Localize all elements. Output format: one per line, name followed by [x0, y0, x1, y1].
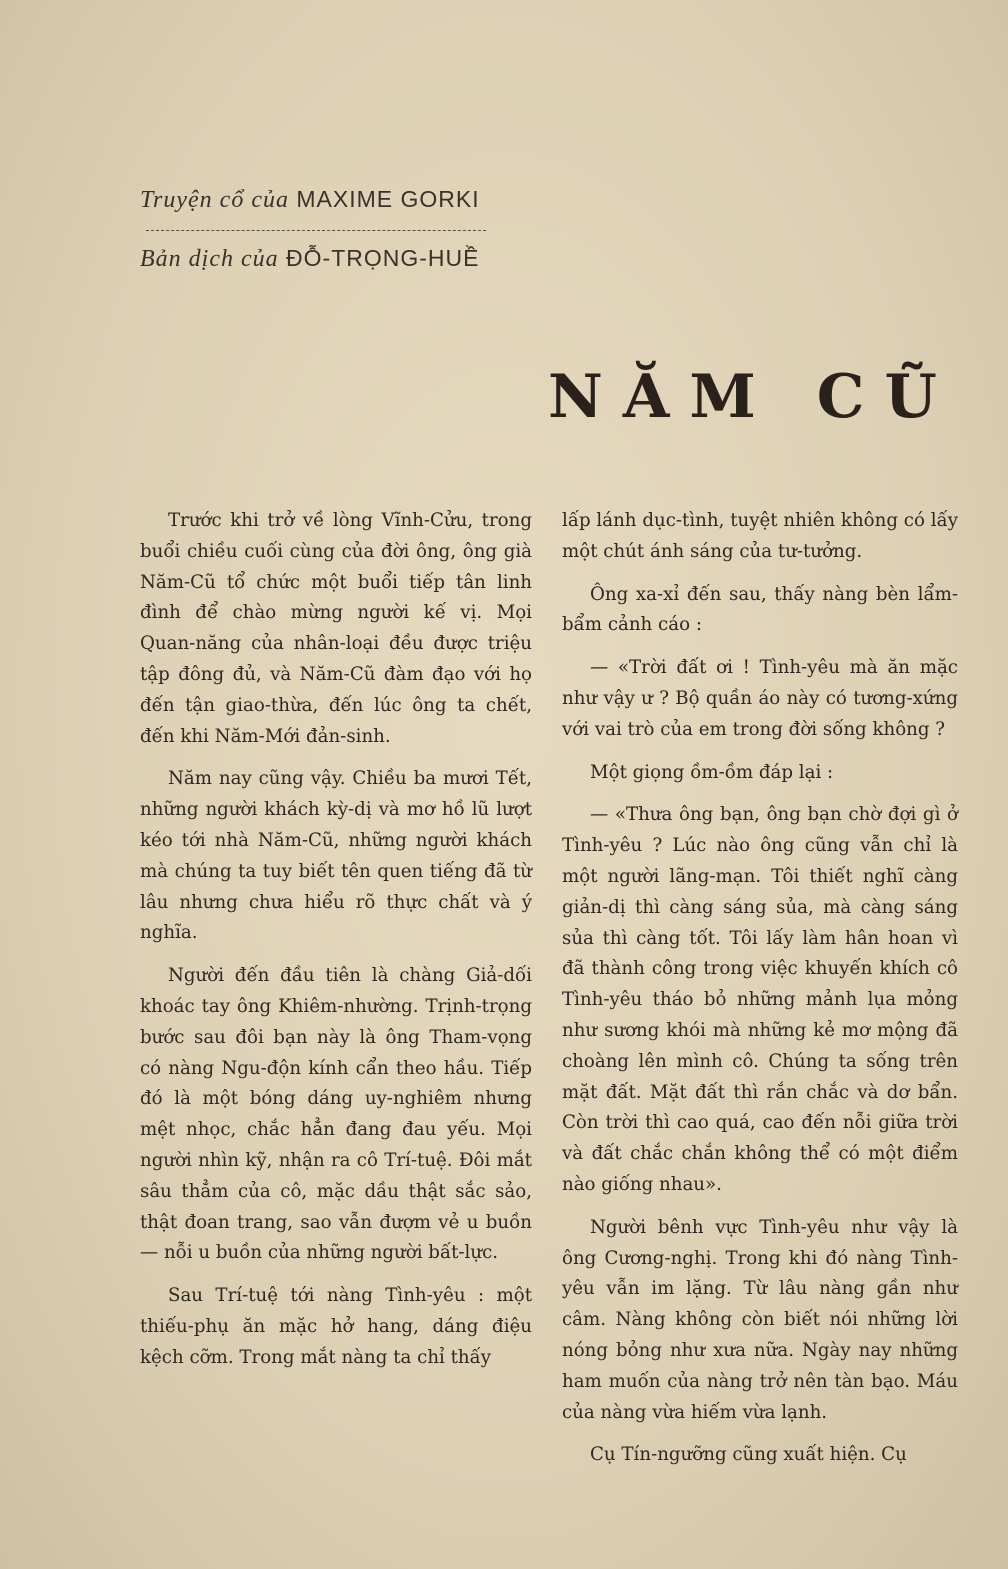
translator-name: ĐỖ-TRỌNG-HUỀ	[286, 245, 480, 271]
paragraph: lấp lánh dục-tình, tuyệt nhiên không có lấy một chút ánh sáng của tư-tưởng.	[562, 510, 958, 562]
paragraph: — «Trời đất ơi ! Tình-yêu mà ăn mặc như vậy ư ? Bộ quần áo này có tương-xứng với vai trò của em trong đời sống không ?	[562, 657, 958, 740]
paragraph: Trước khi trở về lòng Vĩnh-Cửu, trong buổi chiều cuối cùng của đời ông, ông già Năm-Cũ tổ chức một buổi tiếp tân linh đình để chào mừng người kế vị. Mọi Quan-năng của nhân-loại đều được triệu tập đông đủ, và Năm-Cũ đàm đạo với họ đến tận giao-thừa, đến lúc ông ta chết, đến khi Năm-Mới đản-sinh.	[140, 510, 532, 747]
paragraph: Sau Trí-tuệ tới nàng Tình-yêu : một thiếu-phụ ăn mặc hở hang, dáng điệu kệch cỡm. Trong mắt nàng ta chỉ thấy	[140, 1285, 532, 1368]
translator-credit	[140, 245, 479, 273]
author-name: MAXIME GORKI	[296, 186, 480, 212]
right-text-column	[562, 506, 958, 1483]
author-credit	[140, 186, 480, 214]
paragraph: Người bênh vực Tình-yêu như vậy là ông Cương-nghị. Trong khi đó nàng Tình-yêu vẫn im lặng. Từ lâu nàng gần như câm. Nàng không còn biết nói những lời nóng bỏng như xưa nữa. Ngày nay những ham muốn của nàng trở nên tàn bạo. Máu của nàng vừa hiếm vừa lạnh.	[562, 1216, 958, 1423]
credit-divider	[146, 230, 486, 231]
paragraph: Ông xa-xỉ đến sau, thấy nàng bèn lẩm-bẩm cảnh cáo :	[562, 583, 958, 636]
paragraph: Một giọng ồm-ồm đáp lại :	[590, 761, 834, 783]
left-text-column	[140, 506, 532, 1386]
author-credit-prefix: Truyện cổ của	[140, 187, 289, 213]
paragraph: — «Thưa ông bạn, ông bạn chờ đợi gì ở Tình-yêu ? Lúc nào ông cũng vẫn chỉ là một người lãng-mạn. Tôi thiết nghĩ càng giản-dị thì càng sáng sủa, mà càng sáng sủa thì càng tốt. Tôi lấy làm hân hoan vì đã thành công trong việc khuyến khích cô Tình-yêu tháo bỏ những mảnh lụa mỏng như sương khói mà những kẻ mơ mộng đã choàng lên mình cô. Chúng ta sống trên mặt đất. Mặt đất thì rắn chắc và dơ bẩn. Còn trời thì cao quá, cao đến nỗi giữa trời và đất chắc chắn không thể có một điểm nào giống nhau».	[562, 804, 958, 1195]
translator-credit-prefix: Bản dịch của	[140, 246, 279, 272]
paragraph: Năm nay cũng vậy. Chiều ba mươi Tết, những người khách kỳ-dị và mơ hồ lũ lượt kéo tới nhà Năm-Cũ, những người khách mà chúng ta tuy biết tên quen tiếng đã từ lâu nhưng chưa hiểu rõ thực chất và ý nghĩa.	[140, 768, 532, 944]
paragraph: Người đến đầu tiên là chàng Giả-dối khoác tay ông Khiêm-nhường. Trịnh-trọng bước sau đôi bạn này là ông Tham-vọng có nàng Ngu-độn kính cẩn theo hầu. Tiếp đó là một bóng dáng uy-nghiêm nhưng mệt nhọc, chắc hẳn đang đau yếu. Mọi người nhìn kỹ, nhận ra cô Trí-tuệ. Đôi mắt sâu thẳm của cô, mặc dầu thật sắc sảo, thật đoan trang, sao vẫn đượm vẻ u buồn — nỗi u buồn của những người bất-lực.	[140, 965, 532, 1264]
story-title: NĂM CŨ	[548, 362, 957, 432]
paragraph: Cụ Tín-ngưỡng cũng xuất hiện. Cụ	[590, 1444, 907, 1466]
